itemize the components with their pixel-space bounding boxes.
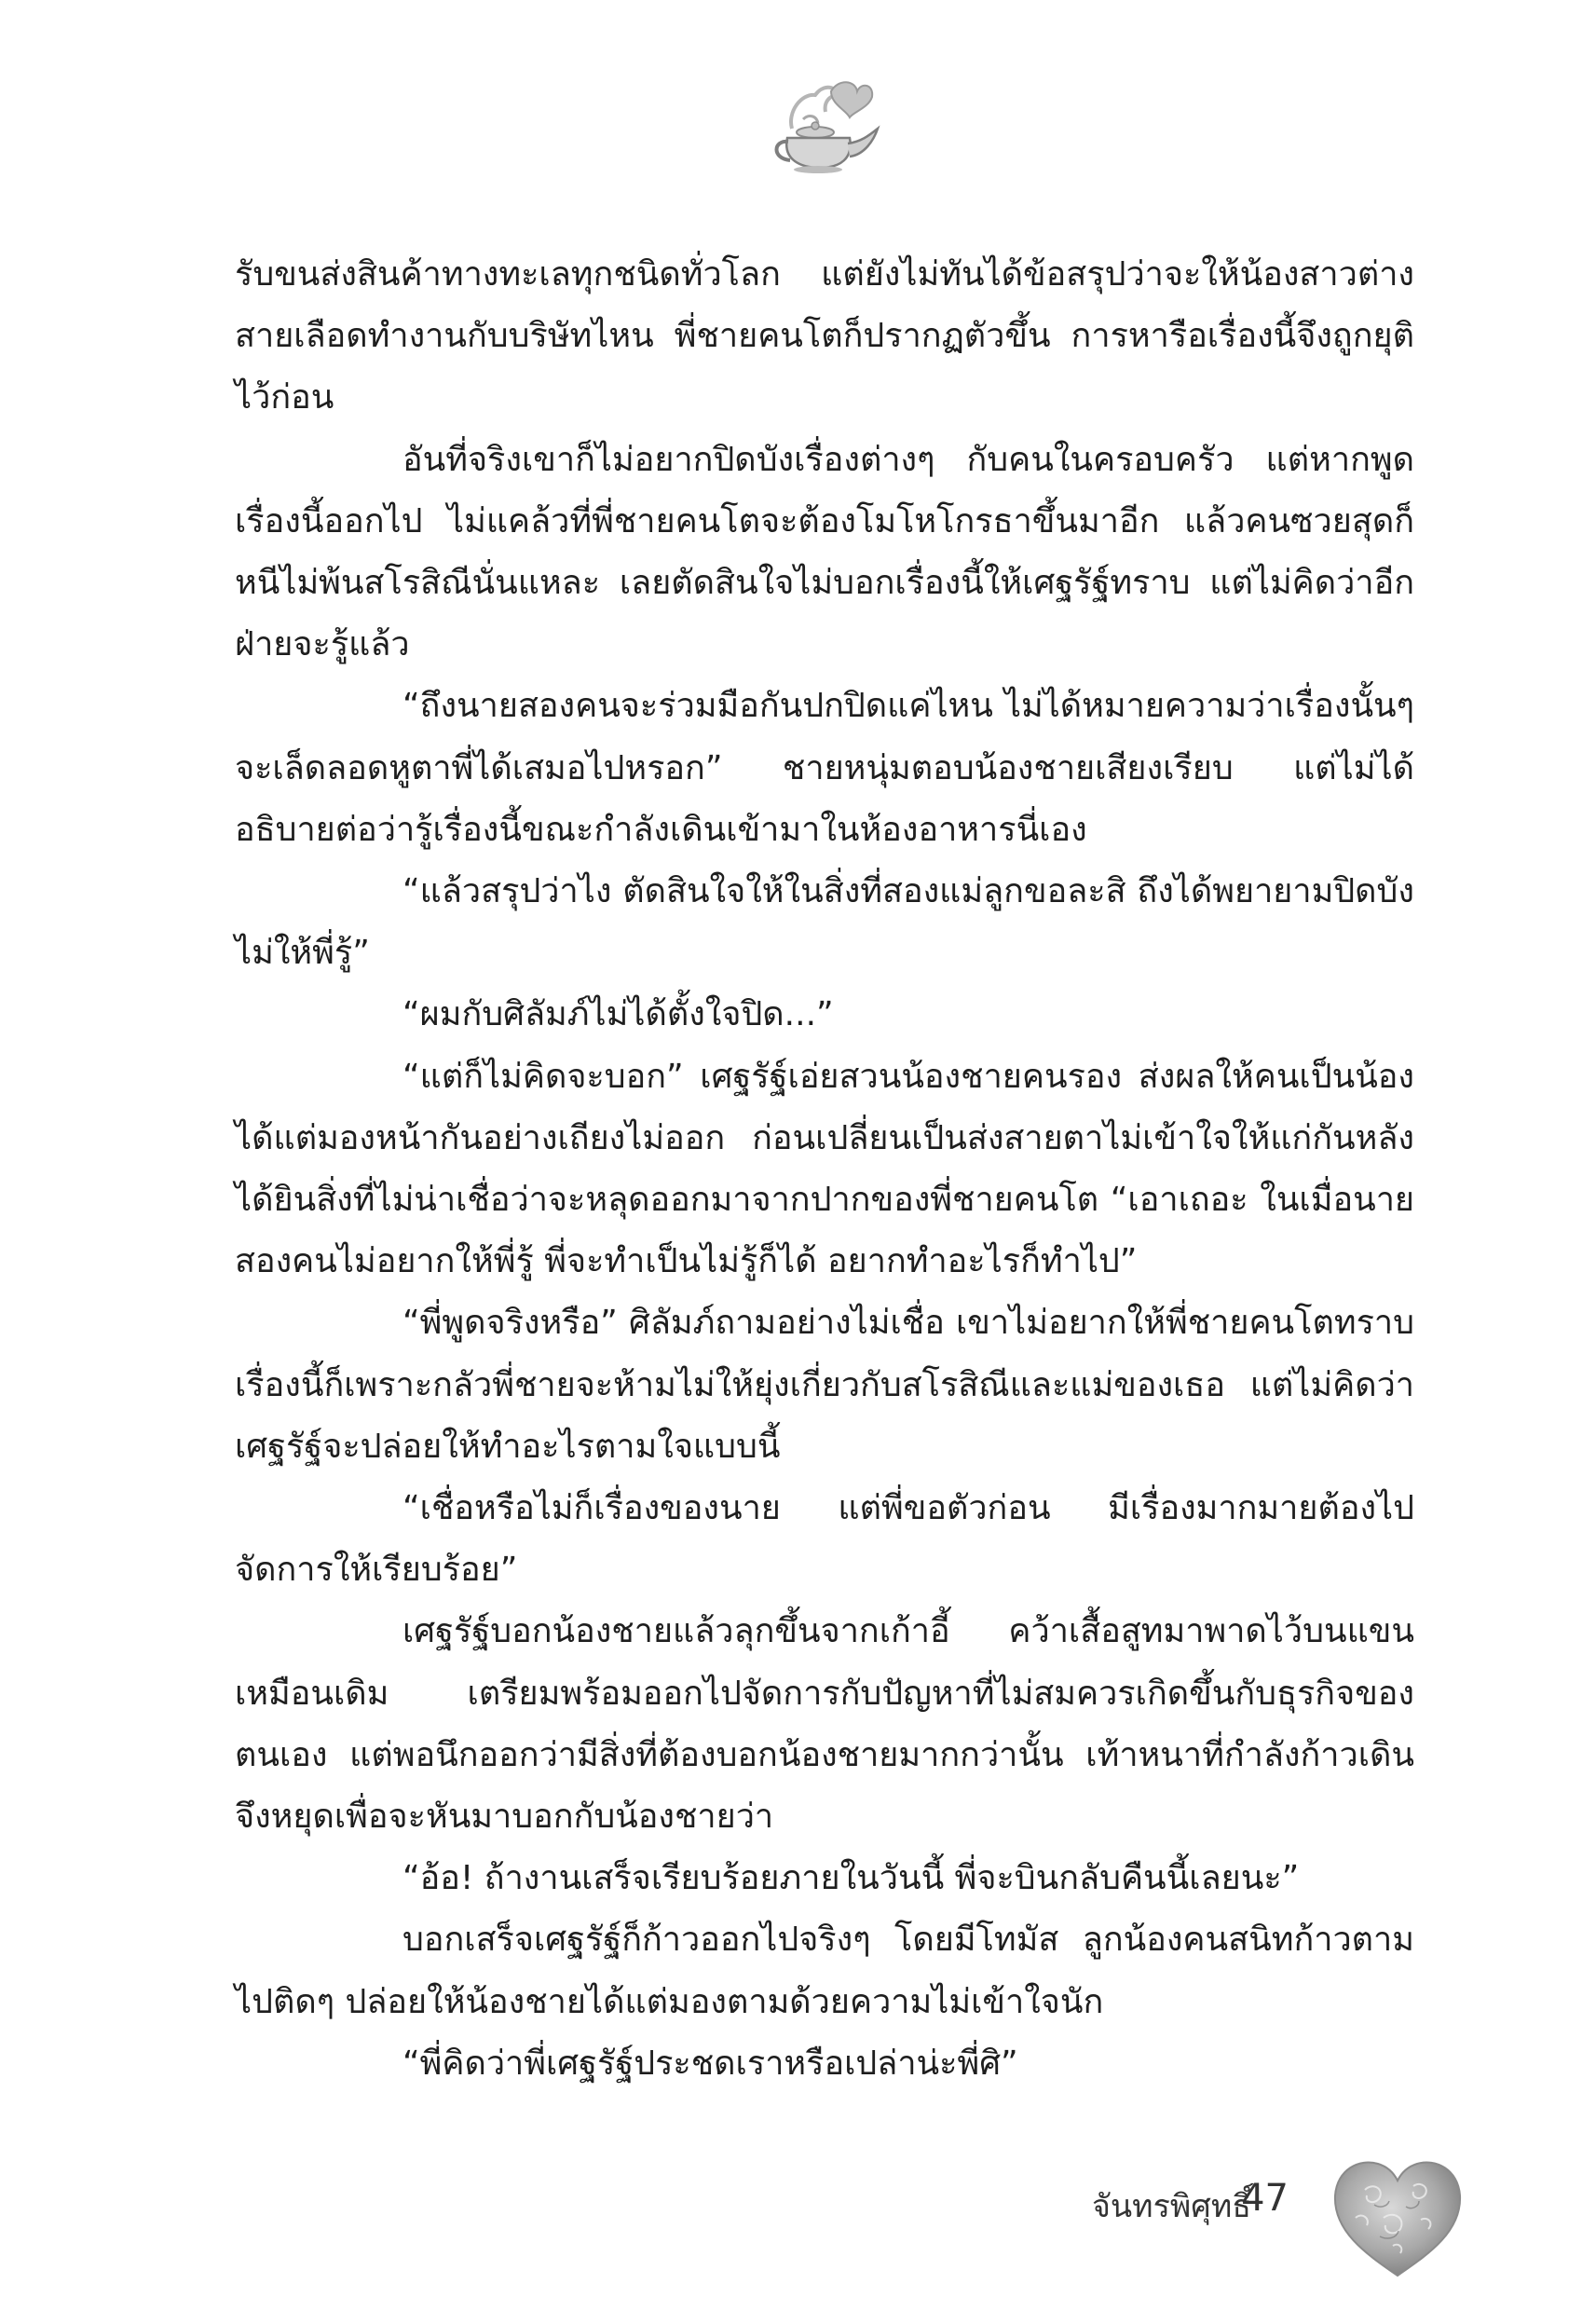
- teapot-cupid-icon: [764, 75, 885, 177]
- paragraph: “เชื่อหรือไม่ก็เรื่องของนาย แต่พี่ขอตัวก่อน มีเรื่องมากมายต้องไปจัดการให้เรียบร้อย”: [235, 1489, 1414, 1590]
- paragraph: “แต่ก็ไม่คิดจะบอก” เศฐรัฐ์เอ่ยสวนน้องชายคนรอง ส่งผลให้คนเป็นน้องได้แต่มองหน้ากันอย่างเถียงไม่ออก ก่อนเปลี่ยนเป็นส่งสายตาไม่เข้าใจให้แก่กันหลังได้ยินสิ่งที่ไม่น่าเชื่อว่าจะหลุดออกมาจากปากของพี่ชายคนโต “เอาเถอะ ในเมื่อนายสองคนไม่อยากให้พี่รู้ พี่จะทำเป็นไม่รู้ก็ได้ อยากทำอะไรก็ทำไป”: [235, 1057, 1414, 1281]
- paragraph: บอกเสร็จเศฐรัฐ์ก็ก้าวออกไปจริงๆ โดยมีโทมัส ลูกน้องคนสนิทก้าวตามไปติดๆ ปล่อยให้น้องชายได้แต่มองตามด้วยความไม่เข้าใจนัก: [235, 1921, 1414, 2021]
- page-footer: [0, 2153, 1596, 2283]
- page-number: 47: [1241, 2177, 1289, 2220]
- paragraph: “แล้วสรุปว่าไง ตัดสินใจให้ในสิ่งที่สองแม่ลูกขอละสิ ถึงได้พยายามปิดบังไม่ให้พี่รู้”: [235, 872, 1414, 973]
- rose-heart-icon: [1328, 2153, 1467, 2283]
- paragraph: “พี่คิดว่าพี่เศฐรัฐ์ประชดเราหรือเปล่าน่ะพี่ศิ”: [402, 2044, 1018, 2083]
- paragraph: “ผมกับศิลัมภ์ไม่ได้ตั้งใจปิด...”: [402, 995, 834, 1034]
- paragraph: “พี่พูดจริงหรือ” ศิลัมภ์ถามอย่างไม่เชื่อ เขาไม่อยากให้พี่ชายคนโตทราบเรื่องนี้ก็เพราะกลัวพี่ชายจะห้ามไม่ให้ยุ่งเกี่ยวกับสโรสิณีและแม่ของเธอ แต่ไม่คิดว่าเศฐรัฐ์จะปล่อยให้ทำอะไรตามใจแบบนี้: [235, 1304, 1414, 1466]
- body-text: [235, 244, 1414, 2095]
- paragraph: “อ้อ! ถ้างานเสร็จเรียบร้อยภายในวันนี้ พี่จะบินกลับคืนนี้เลยนะ”: [402, 1859, 1300, 1898]
- paragraph: “ถึงนายสองคนจะร่วมมือกันปกปิดแค่ไหน ไม่ได้หมายความว่าเรื่องนั้นๆ จะเล็ดลอดหูตาพี่ได้เสมอไปหรอก” ชายหนุ่มตอบน้องชายเสียงเรียบ แต่ไม่ได้อธิบายต่อว่ารู้เรื่องนี้ขณะกำลังเดินเข้ามาในห้องอาหารนี่เอง: [235, 687, 1414, 849]
- paragraph: อันที่จริงเขาก็ไม่อยากปิดบังเรื่องต่างๆ กับคนในครอบครัว แต่หากพูดเรื่องนี้ออกไป ไม่แคล้วที่พี่ชายคนโตจะต้องโมโหโกรธาขึ้นมาอีก แล้วคนซวยสุดก็หนีไม่พ้นสโรสิณีนั่นแหละ เลยตัดสินใจไม่บอกเรื่องนี้ให้เศฐรัฐ์ทราบ แต่ไม่คิดว่าอีกฝ่ายจะรู้แล้ว: [235, 440, 1414, 664]
- running-title: จันทรพิศุทธิ์: [1092, 2188, 1251, 2225]
- paragraph: เศฐรัฐ์บอกน้องชายแล้วลุกขึ้นจากเก้าอี้ คว้าเสื้อสูทมาพาดไว้บนแขนเหมือนเดิม เตรียมพร้อมออกไปจัดการกับปัญหาที่ไม่สมควรเกิดขึ้นกับธุรกิจของตนเอง แต่พอนึกออกว่ามีสิ่งที่ต้องบอกน้องชายมากกว่านั้น เท้าหนาที่กำลังก้าวเดินจึงหยุดเพื่อจะหันมาบอกกับน้องชายว่า: [235, 1612, 1414, 1837]
- paragraph: รับขนส่งสินค้าทางทะเลทุกชนิดทั่วโลก แต่ยังไม่ทันได้ข้อสรุปว่าจะให้น้องสาวต่างสายเลือดทำงานกับบริษัทไหน พี่ชายคนโตก็ปรากฏตัวขึ้น การหารือเรื่องนี้จึงถูกยุติไว้ก่อน: [235, 255, 1414, 417]
